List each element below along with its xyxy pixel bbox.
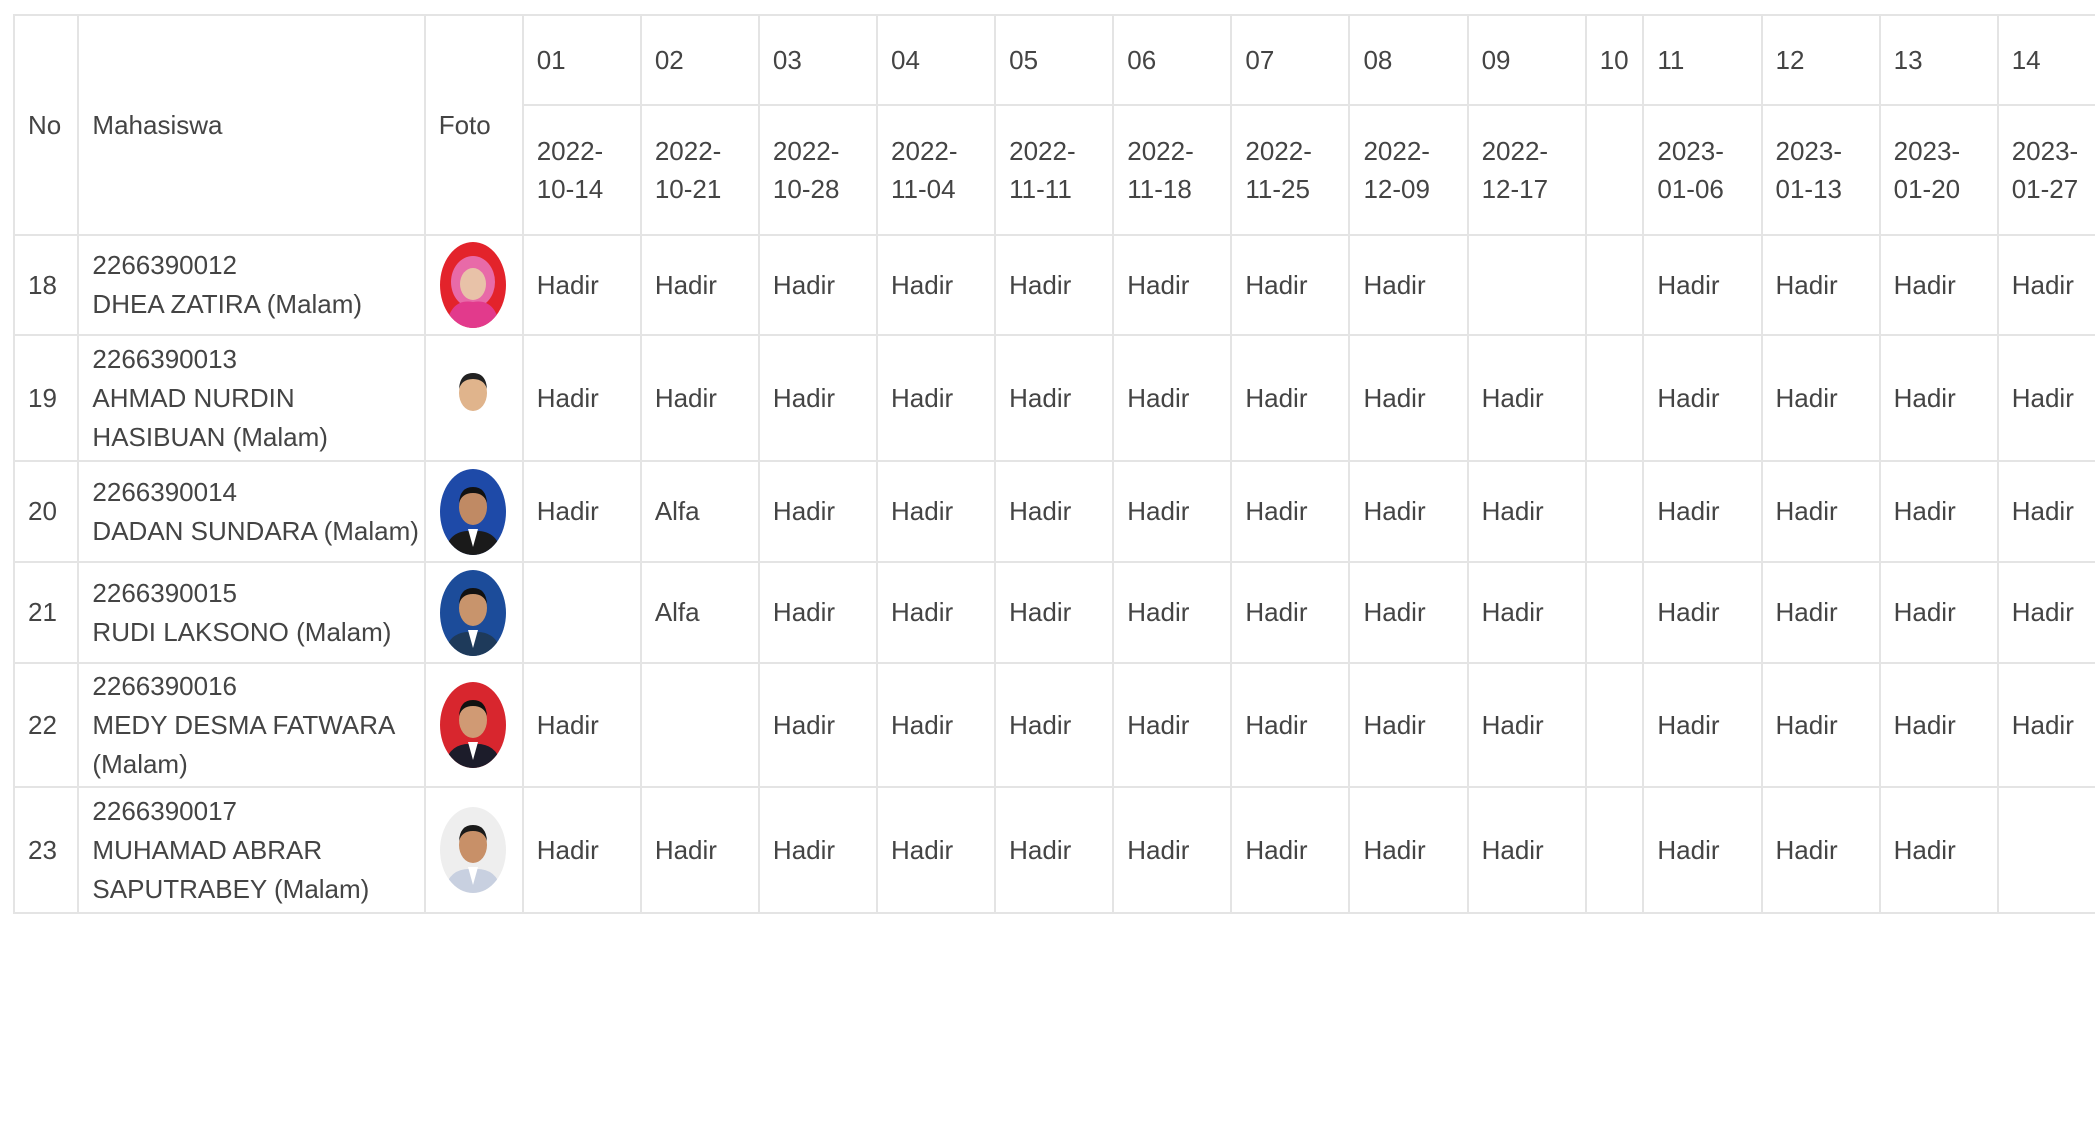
session-date-part: 2022-: [1127, 136, 1194, 166]
attendance-status: [1586, 562, 1644, 663]
student-photo: [440, 242, 506, 328]
row-number: 22: [14, 663, 78, 787]
session-date-part: 10-21: [654, 174, 722, 204]
student-name-line: RUDI LAKSONO (Malam): [92, 616, 392, 647]
session-number-header: 08: [1349, 15, 1467, 105]
attendance-status: Hadir: [1998, 663, 2095, 787]
session-date-part: 01-06: [1657, 174, 1724, 204]
session-date-part: 2022-: [891, 136, 958, 166]
attendance-status: Hadir: [995, 235, 1113, 335]
attendance-status: [1998, 787, 2095, 913]
session-number-header: 04: [877, 15, 995, 105]
attendance-status: Hadir: [1643, 461, 1761, 562]
attendance-status: Hadir: [1762, 461, 1880, 562]
attendance-status: Hadir: [877, 461, 995, 562]
session-date-header: [995, 105, 1113, 235]
photo-cell: [425, 335, 523, 461]
student-cell: [78, 787, 424, 913]
student-cell: [78, 663, 424, 787]
student-name-line: MUHAMAD ABRAR: [92, 834, 323, 865]
attendance-status: Hadir: [1998, 562, 2095, 663]
student-photo: [440, 807, 506, 893]
student-photo: [440, 355, 506, 441]
student-id: 2266390016: [92, 670, 238, 701]
attendance-status: Hadir: [759, 787, 877, 913]
attendance-status: Hadir: [1998, 461, 2095, 562]
attendance-status: Hadir: [1113, 235, 1231, 335]
session-number-header: 13: [1880, 15, 1998, 105]
student-cell: [78, 235, 424, 335]
attendance-status: Hadir: [1762, 335, 1880, 461]
student-row: [14, 461, 2095, 562]
attendance-status: Hadir: [523, 335, 641, 461]
student-row: [14, 787, 2095, 913]
column-header-photo: Foto: [425, 15, 523, 235]
session-date-header: [1762, 105, 1880, 235]
student-row: [14, 335, 2095, 461]
photo-cell: [425, 663, 523, 787]
attendance-status: Hadir: [1762, 562, 1880, 663]
attendance-status: Hadir: [995, 787, 1113, 913]
session-date-part: 2022-: [1363, 136, 1430, 166]
session-date-header: [1643, 105, 1761, 235]
student-row: [14, 663, 2095, 787]
session-date-header: [877, 105, 995, 235]
session-date-header: [1468, 105, 1586, 235]
session-date-part: 11-04: [891, 174, 956, 204]
session-date-header: [1349, 105, 1467, 235]
row-number: 19: [14, 335, 78, 461]
session-date-part: 12-09: [1363, 174, 1430, 204]
attendance-status: Hadir: [1231, 663, 1349, 787]
attendance-status: Hadir: [1349, 461, 1467, 562]
session-date-part: 10-14: [536, 174, 604, 204]
session-date-part: 11-18: [1127, 174, 1192, 204]
session-number-header: 01: [523, 15, 641, 105]
session-date-header: [1880, 105, 1998, 235]
session-date-header: [759, 105, 877, 235]
student-name-line: DADAN SUNDARA (Malam): [92, 515, 419, 546]
session-number-header: 12: [1762, 15, 1880, 105]
attendance-status: Hadir: [1880, 562, 1998, 663]
attendance-status: Hadir: [1349, 335, 1467, 461]
student-photo: [440, 570, 506, 656]
row-number: 20: [14, 461, 78, 562]
attendance-status: Hadir: [1762, 663, 1880, 787]
attendance-status: Hadir: [1231, 335, 1349, 461]
session-date-part: 2022-: [654, 136, 722, 166]
attendance-status: Hadir: [877, 235, 995, 335]
student-name-line: MEDY DESMA FATWARA: [92, 709, 396, 740]
attendance-status: Hadir: [523, 787, 641, 913]
session-date-header: [1998, 105, 2095, 235]
session-date-part: 11-11: [1009, 174, 1072, 204]
attendance-status: Hadir: [1998, 235, 2095, 335]
attendance-status: Hadir: [1349, 663, 1467, 787]
attendance-status: Hadir: [995, 335, 1113, 461]
attendance-status: Hadir: [641, 335, 759, 461]
attendance-status: Hadir: [1998, 335, 2095, 461]
attendance-status: [523, 562, 641, 663]
header-row-session-numbers: [14, 15, 2095, 105]
attendance-status: Hadir: [995, 562, 1113, 663]
attendance-status: Hadir: [877, 562, 995, 663]
session-number-header: 05: [995, 15, 1113, 105]
attendance-status: Hadir: [523, 663, 641, 787]
student-cell: [78, 562, 424, 663]
photo-cell: [425, 235, 523, 335]
student-name-line: (Malam): [92, 748, 188, 779]
attendance-status: Hadir: [1468, 787, 1586, 913]
attendance-status: Hadir: [641, 787, 759, 913]
session-date-part: 2023-: [1775, 136, 1842, 166]
attendance-status: [1586, 461, 1644, 562]
student-id: 2266390015: [92, 577, 238, 608]
attendance-status: Alfa: [641, 461, 759, 562]
attendance-status: Hadir: [1468, 461, 1586, 562]
attendance-status: Hadir: [995, 461, 1113, 562]
attendance-status: Hadir: [1113, 663, 1231, 787]
attendance-status: Hadir: [1762, 235, 1880, 335]
student-id: 2266390012: [92, 250, 238, 280]
row-number: 21: [14, 562, 78, 663]
attendance-status: [1586, 335, 1644, 461]
student-id: 2266390017: [92, 795, 238, 826]
session-date-part: 2022-: [1481, 136, 1549, 166]
attendance-status: Hadir: [1349, 235, 1467, 335]
attendance-table: [13, 14, 2095, 914]
session-date-part: 2023-: [1893, 136, 1961, 166]
attendance-status: Hadir: [1880, 235, 1998, 335]
column-header-no: No: [14, 15, 78, 235]
session-date-header: [523, 105, 641, 235]
attendance-status: Hadir: [759, 663, 877, 787]
attendance-status: Hadir: [1113, 461, 1231, 562]
attendance-status: Hadir: [1349, 787, 1467, 913]
session-date-part: 10-28: [772, 174, 840, 204]
session-number-header: 10: [1586, 15, 1644, 105]
attendance-status: Hadir: [1468, 335, 1586, 461]
attendance-status: Hadir: [641, 235, 759, 335]
session-date-part: 2022-: [772, 136, 840, 166]
student-id: 2266390013: [92, 343, 238, 374]
attendance-table-container: [13, 14, 2095, 914]
session-date-part: 01-20: [1893, 174, 1961, 204]
session-date-header: [1113, 105, 1231, 235]
session-date-part: 12-17: [1481, 174, 1549, 204]
session-date-part: 2023-: [1657, 136, 1724, 166]
student-name-line: SAPUTRABEY (Malam): [92, 873, 370, 904]
session-number-header: 07: [1231, 15, 1349, 105]
attendance-status: Hadir: [1231, 787, 1349, 913]
attendance-status: Hadir: [1231, 562, 1349, 663]
attendance-status: [641, 663, 759, 787]
attendance-status: Hadir: [877, 663, 995, 787]
attendance-status: Hadir: [523, 461, 641, 562]
attendance-status: Hadir: [1762, 787, 1880, 913]
student-cell: [78, 461, 424, 562]
attendance-status: Hadir: [877, 335, 995, 461]
attendance-status: Hadir: [1880, 335, 1998, 461]
row-number: 18: [14, 235, 78, 335]
attendance-status: Hadir: [759, 562, 877, 663]
attendance-status: Hadir: [877, 787, 995, 913]
photo-cell: [425, 562, 523, 663]
attendance-status: [1586, 787, 1644, 913]
attendance-status: Hadir: [1113, 335, 1231, 461]
student-photo: [440, 469, 506, 555]
student-name-line: HASIBUAN (Malam): [92, 421, 328, 452]
attendance-status: Alfa: [641, 562, 759, 663]
attendance-status: Hadir: [759, 335, 877, 461]
row-number: 23: [14, 787, 78, 913]
attendance-status: Hadir: [1643, 787, 1761, 913]
attendance-status: Hadir: [523, 235, 641, 335]
session-number-header: 03: [759, 15, 877, 105]
student-row: [14, 235, 2095, 335]
student-cell: [78, 335, 424, 461]
attendance-status: Hadir: [1113, 562, 1231, 663]
student-name-line: AHMAD NURDIN: [92, 382, 295, 413]
session-number-header: 02: [641, 15, 759, 105]
student-id: 2266390014: [92, 476, 238, 507]
attendance-status: Hadir: [759, 235, 877, 335]
attendance-status: Hadir: [1349, 562, 1467, 663]
attendance-status: Hadir: [1880, 787, 1998, 913]
session-date-part: 01-13: [1775, 174, 1842, 204]
session-date-part: 01-27: [2011, 174, 2079, 204]
attendance-status: [1586, 663, 1644, 787]
attendance-status: [1586, 235, 1644, 335]
session-date-header: [1586, 105, 1644, 235]
attendance-status: [1468, 235, 1586, 335]
attendance-status: Hadir: [1880, 461, 1998, 562]
session-date-part: 2022-: [536, 136, 604, 166]
session-date-part: 2022-: [1009, 136, 1076, 166]
attendance-status: Hadir: [1468, 663, 1586, 787]
student-photo: [440, 682, 506, 768]
session-date-part: 11-25: [1245, 174, 1310, 204]
session-date-header: [641, 105, 759, 235]
attendance-status: Hadir: [1468, 562, 1586, 663]
attendance-status: Hadir: [1113, 787, 1231, 913]
attendance-status: Hadir: [1643, 235, 1761, 335]
session-date-header: [1231, 105, 1349, 235]
session-number-header: 06: [1113, 15, 1231, 105]
attendance-status: Hadir: [1643, 562, 1761, 663]
session-number-header: 09: [1468, 15, 1586, 105]
attendance-status: Hadir: [1231, 461, 1349, 562]
session-date-part: 2022-: [1245, 136, 1312, 166]
session-number-header: 11: [1643, 15, 1761, 105]
photo-cell: [425, 787, 523, 913]
session-number-header: 14: [1998, 15, 2095, 105]
attendance-status: Hadir: [759, 461, 877, 562]
student-row: [14, 562, 2095, 663]
photo-cell: [425, 461, 523, 562]
attendance-status: Hadir: [1880, 663, 1998, 787]
attendance-status: Hadir: [1231, 235, 1349, 335]
attendance-status: Hadir: [1643, 335, 1761, 461]
session-date-part: 2023-: [2011, 136, 2079, 166]
column-header-student: Mahasiswa: [78, 15, 424, 235]
attendance-status: Hadir: [1643, 663, 1761, 787]
student-name-line: DHEA ZATIRA (Malam): [92, 289, 363, 319]
attendance-status: Hadir: [995, 663, 1113, 787]
